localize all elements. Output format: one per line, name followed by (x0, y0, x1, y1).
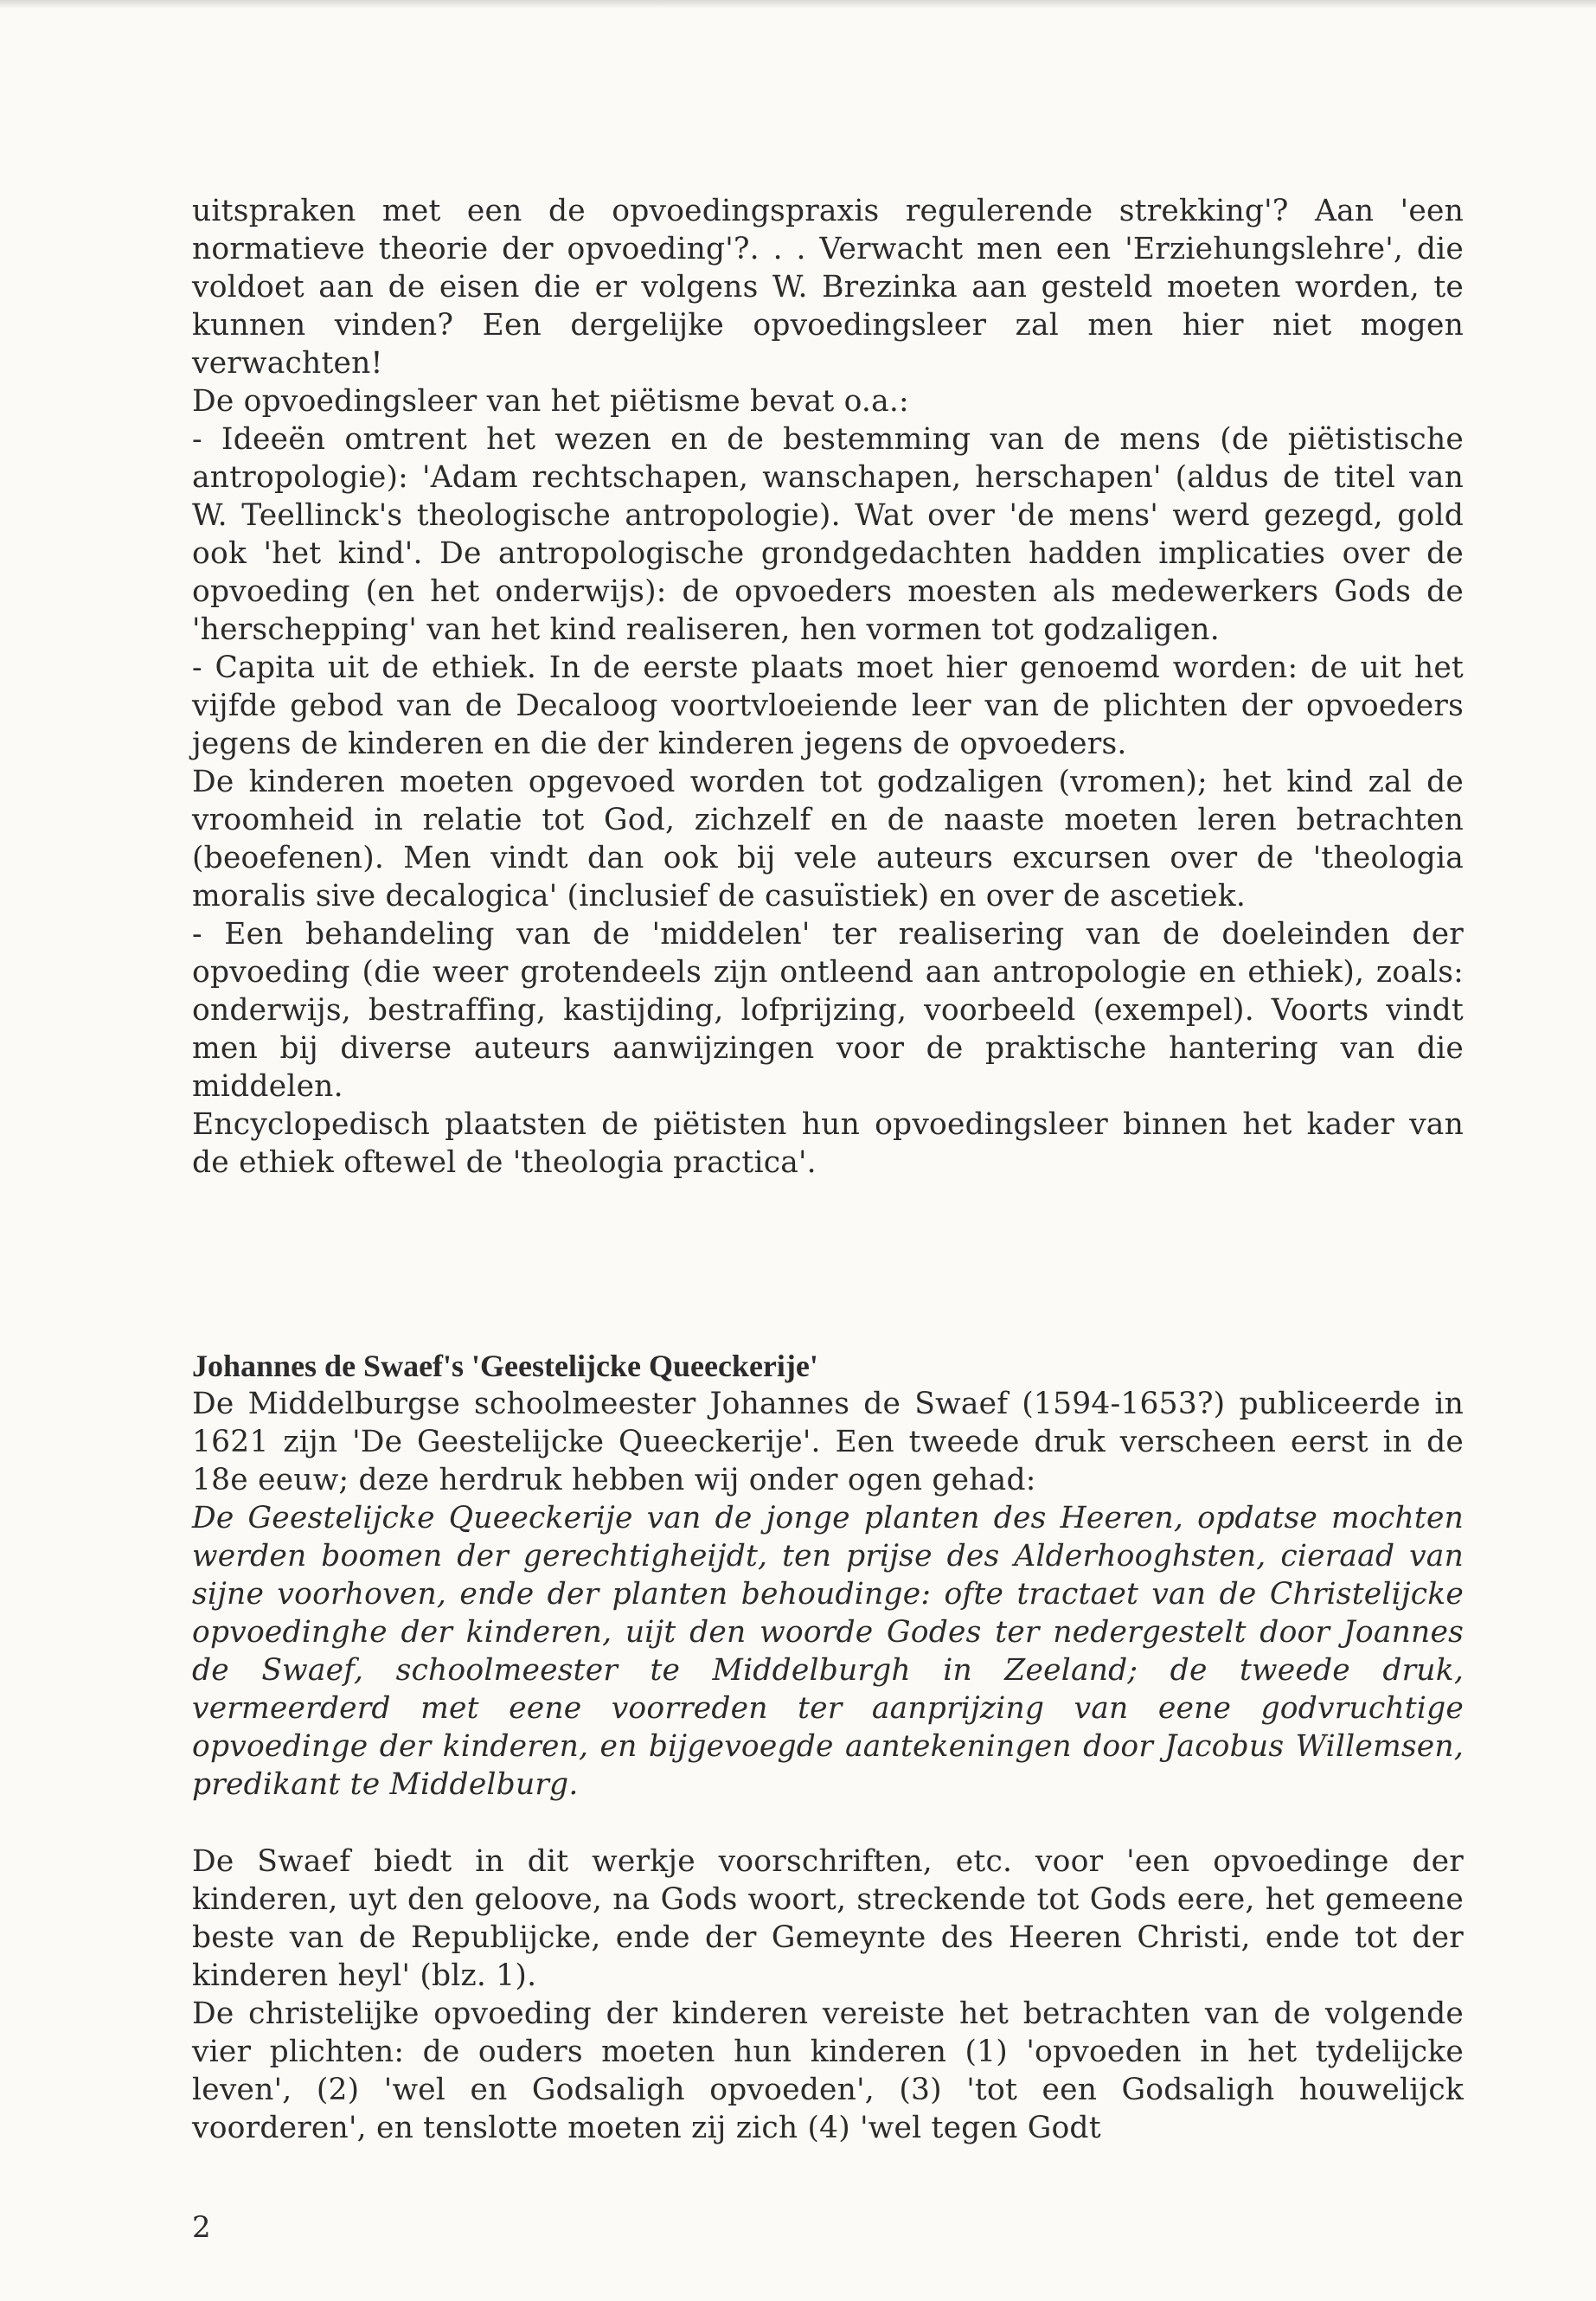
body-paragraph: uitspraken met een de opvoedingspraxis regulerende strekking'? Aan 'een normatieve theorie der opvoeding'?. . . Verwacht men een 'Erziehungslehre', die voldoet aan de eisen die er volgens W. Brezinka aan gesteld moeten worden, te kunnen vinden? Een dergelijke opvoedingsleer zal men hier niet mogen verwachten! De opvoedingsleer van het piëtisme bevat o.a.: - Ideeën omtrent het wezen en de bestemming van de mens (de piëtistische antropologie): 'Adam rechtschapen, wanschapen, herschapen' (aldus de titel van W. Teellinck's theologische antropologie). Wat over 'de mens' werd gezegd, gold ook 'het kind'. De antropologische grondgedachten hadden implicaties over de opvoeding (en het onderwijs): de opvoeders moesten als medewerkers Gods de 'herschepping' van het kind realiseren, hen vormen tot godzaligen. - Capita uit de ethiek. In de eerste plaats moet hier genoemd worden: de uit het vijfde gebod van de Decaloog voortvloeiende leer van de plichten der opvoeders jegens de kinderen en die der kinderen jegens de opvoeders. De kinderen moeten opgevoed worden tot godzaligen (vromen); het kind zal de vroomheid in relatie tot God, zichzelf en de naaste moeten leren betrachten (beoefenen). Men vindt dan ook bij vele auteurs excursen over de 'theologia moralis sive decalogica' (inclusief de casuïstiek) en over de ascetiek. - Een behandeling van de 'middelen' ter realisering van de doeleinden der opvoeding (die weer grotendeels zijn ontleend aan antropologie en ethiek), zoals: onderwijs, bestraffing, kastijding, lofprijzing, voorbeeld (exempel). Voorts vindt men bij diverse auteurs aanwijzingen voor de praktische hantering van die middelen. Encyclopedisch plaatsten de piëtisten hun opvoedingsleer binnen het kader van de ethiek oftewel de 'theologia practica'. (192, 194, 1464, 1180)
body-paragraph: De Middelburgse schoolmeester Johannes de Swaef (1594-1653?) publiceerde in 1621 zijn 'De Geestelijcke Queeckerije'. Een tweede druk verscheen eerst in de 18e eeuw; deze herdruk hebben wij onder ogen gehad: (192, 1387, 1464, 1497)
section-piety-pedagogy (192, 192, 1464, 1182)
body-paragraph: De Swaef biedt in dit werkje voorschriften, etc. voor 'een opvoedinge der kinderen, uyt den geloove, na Gods woort, streckende tot Gods eere, het gemeene beste van de Republijcke, ende der Gemeynte des Heeren Christi, ende tot der kinderen heyl' (blz. 1). De christelijke opvoeding der kinderen vereiste het betrachten van de volgende vier plichten: de ouders moeten hun kinderen (1) 'opvoeden in het tydelijcke leven', (2) 'wel en Godsaligh opvoeden', (3) 'tot een Godsaligh houwelijck voorderen', en tenslotte moeten zij zich (4) 'wel tegen Godt (192, 1844, 1464, 2145)
section-de-swaef-continued (192, 1843, 1464, 2147)
scan-top-edge (0, 0, 1596, 9)
section-heading: Johannes de Swaef's 'Geestelijcke Queeckerije' (192, 1349, 818, 1383)
section-de-swaef (192, 1347, 1464, 1804)
book-title-citation: De Geestelijcke Queeckerije van de jonge planten des Heeren, opdatse mochten werden boomen der gerechtigheijdt, ten prijse des Alderhooghsten, cieraad van sijne voorhoven, ende der planten behoudinge: ofte tractaet van de Christelijcke opvoedinghe der kinderen, uijt den woorde Godes ter nedergestelt door Joannes de Swaef, schoolmeester te Middelburgh in Zeeland; de tweede druk, vermeerderd met eene voorreden ter aanprijzing van eene godvruchtige opvoedinge der kinderen, en bijgevoegde aantekeningen door Jacobus Willemsen, predikant te Middelburg. (192, 1501, 1464, 1802)
page-number: 2 (192, 2210, 211, 2245)
